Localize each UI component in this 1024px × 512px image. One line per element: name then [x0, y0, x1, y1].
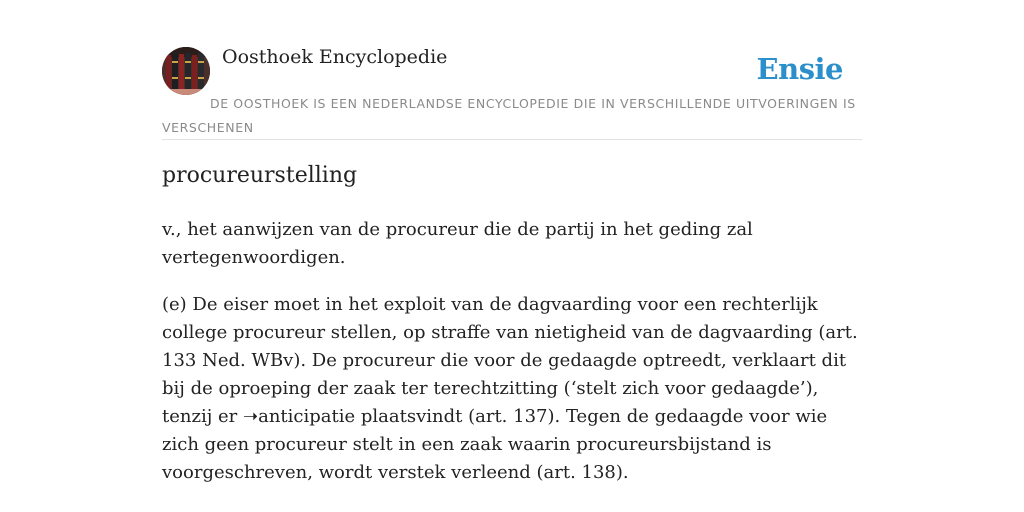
arrow-right-icon: ➝ — [243, 406, 259, 427]
page-container — [162, 0, 862, 483]
paragraph-text: plaatsvindt (art. 137). Tegen de gedaagde voor wie zich geen procureur stelt in een zaak waarin procureursbijstand is voorgeschreven, wordt verstek verleend (art. 138). — [162, 406, 828, 483]
site-header — [162, 0, 862, 140]
crossref-link-text: anticipatie — [258, 406, 356, 427]
brand-logo[interactable]: Ensie — [756, 52, 843, 86]
article-paragraph: v., het aanwijzen van de procureur die de partij in het geding zal vertegenwoordigen. — [162, 219, 753, 268]
bookshelf-avatar-icon[interactable] — [162, 47, 210, 95]
crossref-link-anticipatie[interactable] — [243, 406, 355, 427]
site-title[interactable]: Oosthoek Encyclopedie — [222, 46, 448, 68]
paragraph-text: (e) De eiser moet in het exploit van de dagvaarding voor een rechterlijk college procureur stellen, op straffe van nietigheid van de dagvaarding (art. 133 Ned. WBv). De procureur die voor de gedaagde optreedt, verklaart dit bij de oproeping der zaak ter terechtzitting (‘stelt zich voor gedaagde’), tenzij er — [162, 294, 858, 427]
article-title: procureurstelling — [162, 163, 358, 188]
site-tagline: DE OOSTHOEK IS EEN NEDERLANDSE ENCYCLOPEDIE DIE IN VERSCHILLENDE UITVOERINGEN IS VERSCHENEN — [162, 96, 856, 135]
article-paragraph — [162, 291, 862, 487]
